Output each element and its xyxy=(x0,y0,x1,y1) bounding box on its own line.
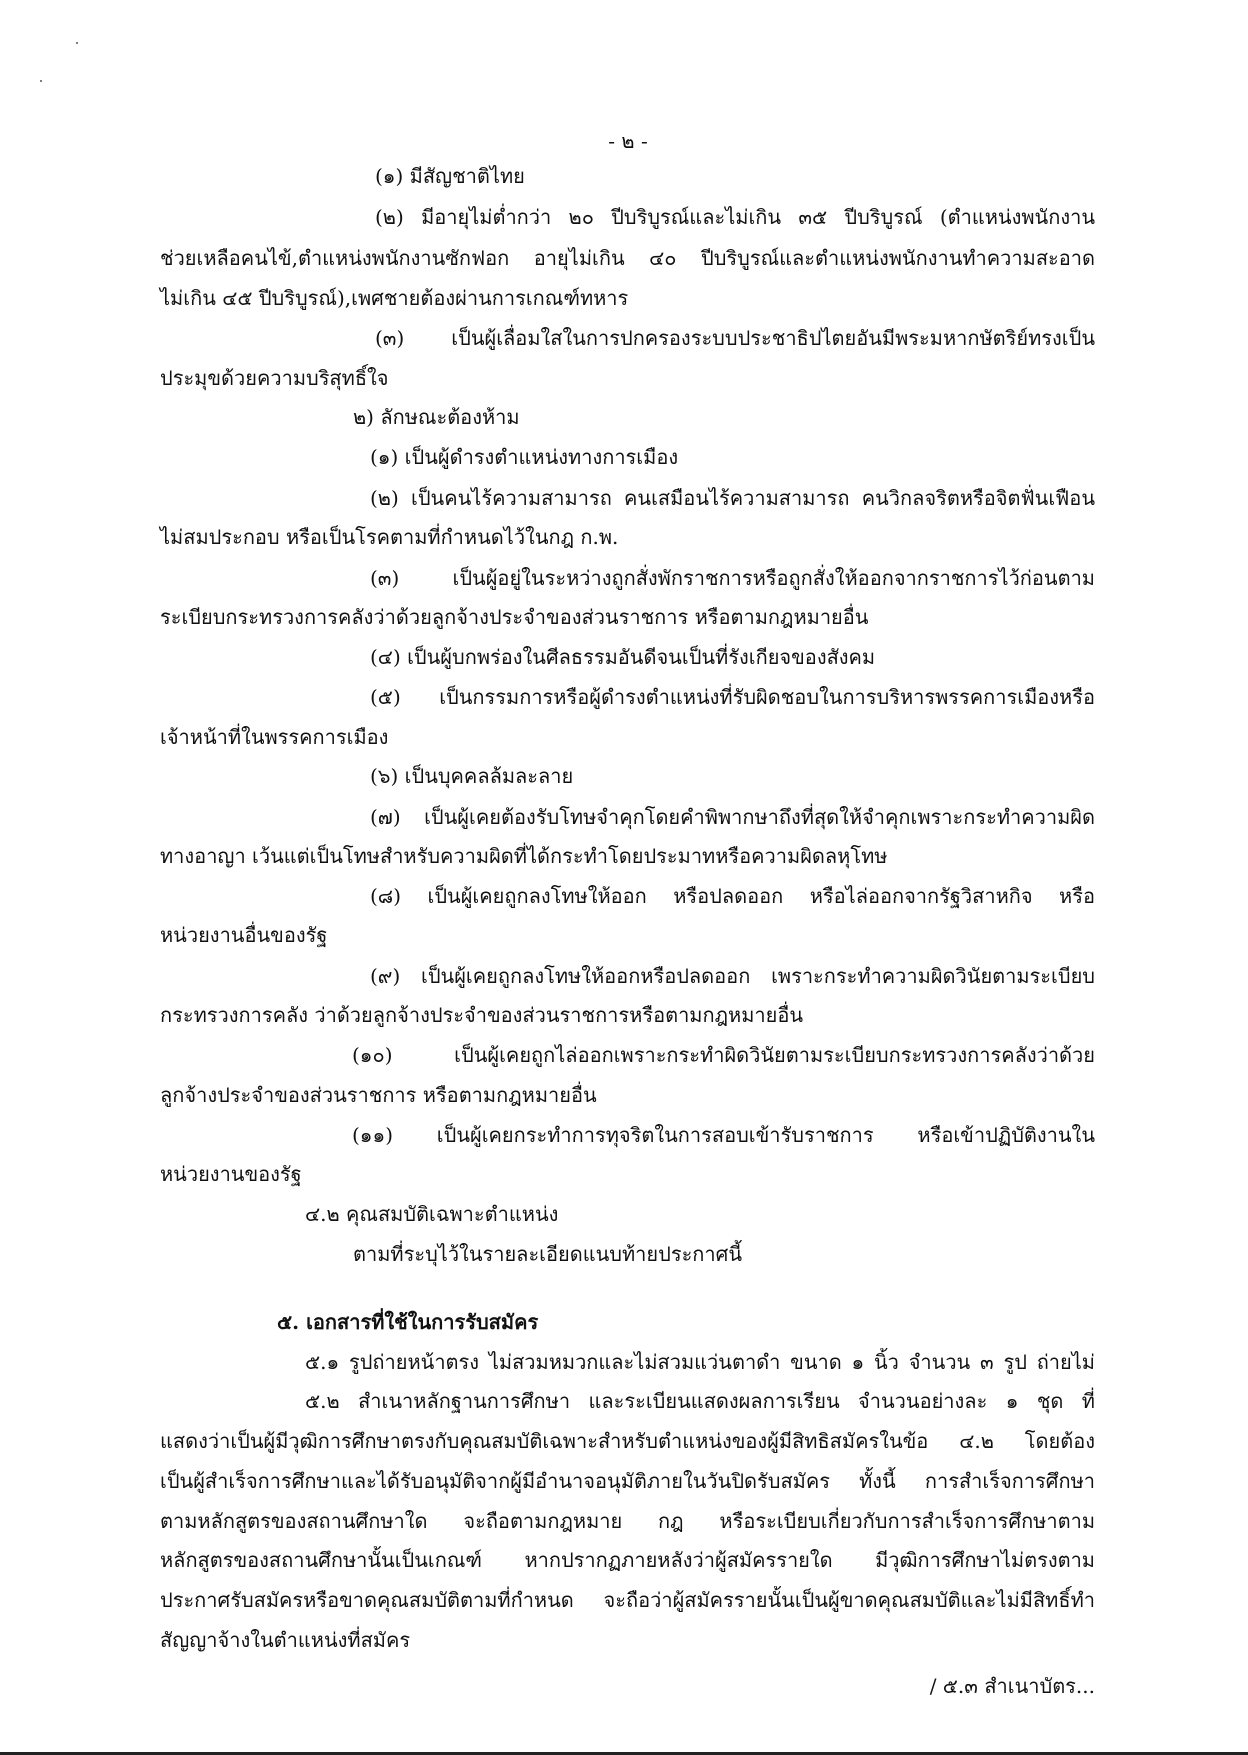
text-line: ตามที่ระบุไว้ในรายละเอียดแนบท้ายประกาศนี้ xyxy=(353,1242,743,1266)
text-line: (๗) เป็นผู้เคยต้องรับโทษจำคุกโดยคำพิพากษาถึงที่สุดให้จำคุกเพราะกระทำความผิด xyxy=(370,805,1095,829)
text-line: ไม่สมประกอบ หรือเป็นโรคตามที่กำหนดไว้ในกฎ ก.พ. xyxy=(160,525,619,549)
text-line: เป็นผู้สำเร็จการศึกษาและได้รับอนุมัติจากผู้มีอำนาจอนุมัติภายในวันปิดรับสมัคร ทั้งนี้ การสำเร็จการศึกษา xyxy=(160,1469,1095,1493)
text-line: หลักสูตรของสถานศึกษานั้นเป็นเกณฑ์ หากปรากฏภายหลังว่าผู้สมัครรายใด มีวุฒิการศึกษาไม่ตรงตาม xyxy=(160,1548,1095,1572)
text-line: (๒) เป็นคนไร้ความสามารถ คนเสมือนไร้ความสามารถ คนวิกลจริตหรือจิตฟั่นเฟือน xyxy=(370,486,1095,510)
text-line: (๕) เป็นกรรมการหรือผู้ดำรงตำแหน่งที่รับผิดชอบในการบริหารพรรคการเมืองหรือ xyxy=(370,685,1095,709)
text-line: ทางอาญา เว้นแต่เป็นโทษสำหรับความผิดที่ได้กระทำโดยประมาทหรือความผิดลหุโทษ xyxy=(160,844,888,868)
subsection-heading: ๔.๒ คุณสมบัติเฉพาะตำแหน่ง xyxy=(305,1202,559,1226)
continuation-note: / ๕.๓ สำเนาบัตร... xyxy=(929,1674,1095,1698)
section-heading: ๒) ลักษณะต้องห้าม xyxy=(353,405,520,429)
text-line: ตามหลักสูตรของสถานศึกษาใด จะถือตามกฎหมาย กฎ หรือระเบียบเกี่ยวกับการสำเร็จการศึกษาตาม xyxy=(160,1509,1095,1533)
text-line: (๔) เป็นผู้บกพร่องในศีลธรรมอันดีจนเป็นที่รังเกียจของสังคม xyxy=(370,645,876,669)
text-line: (๑๑) เป็นผู้เคยกระทำการทุจริตในการสอบเข้ารับราชการ หรือเข้าปฏิบัติงานใน xyxy=(352,1123,1095,1147)
scan-speck xyxy=(40,80,42,82)
text-line: ๕.๒ สำเนาหลักฐานการศึกษา และระเบียนแสดงผลการเรียน จำนวนอย่างละ ๑ ชุด ที่ xyxy=(305,1389,1095,1413)
text-line: (๑) เป็นผู้ดำรงตำแหน่งทางการเมือง xyxy=(370,445,679,469)
section-5-heading: ๕. เอกสารที่ใช้ในการรับสมัคร xyxy=(277,1310,539,1334)
scan-speck xyxy=(76,42,78,44)
text-line: กระทรวงการคลัง ว่าด้วยลูกจ้างประจำของส่วนราชการหรือตามกฎหมายอื่น xyxy=(160,1003,804,1027)
text-line: (๑๐) เป็นผู้เคยถูกไล่ออกเพราะกระทำผิดวินัยตามระเบียบกระทรวงการคลังว่าด้วย xyxy=(352,1043,1095,1067)
text-line: (๘) เป็นผู้เคยถูกลงโทษให้ออก หรือปลดออก หรือไล่ออกจากรัฐวิสาหกิจ หรือ xyxy=(370,884,1095,908)
text-line: (๒) มีอายุไม่ต่ำกว่า ๒๐ ปีบริบูรณ์และไม่เกิน ๓๕ ปีบริบูรณ์ (ตำแหน่งพนักงาน xyxy=(375,205,1095,229)
text-line: ระเบียบกระทรวงการคลังว่าด้วยลูกจ้างประจำของส่วนราชการ หรือตามกฎหมายอื่น xyxy=(160,605,869,629)
text-line: ไม่เกิน ๔๕ ปีบริบูรณ์),เพศชายต้องผ่านการเกณฑ์ทหาร xyxy=(160,286,629,310)
text-line: ๕.๑ รูปถ่ายหน้าตรง ไม่สวมหมวกและไม่สวมแว่นตาดำ ขนาด ๑ นิ้ว จำนวน ๓ รูป ถ่ายไม่ xyxy=(305,1350,1095,1374)
text-line: หน่วยงานของรัฐ xyxy=(160,1162,302,1186)
text-line: สัญญาจ้างในตำแหน่งที่สมัคร xyxy=(160,1628,411,1652)
text-line: ลูกจ้างประจำของส่วนราชการ หรือตามกฎหมายอื่น xyxy=(160,1083,597,1107)
text-line: (๑) มีสัญชาติไทย xyxy=(375,164,525,188)
text-line: (๙) เป็นผู้เคยถูกลงโทษให้ออกหรือปลดออก เพราะกระทำความผิดวินัยตามระเบียบ xyxy=(370,964,1095,988)
text-line: ประมุขด้วยความบริสุทธิ์ใจ xyxy=(160,366,389,390)
text-line: (๓) เป็นผู้เลื่อมใสในการปกครองระบบประชาธิปไตยอันมีพระมหากษัตริย์ทรงเป็น xyxy=(375,326,1095,350)
text-line: หน่วยงานอื่นของรัฐ xyxy=(160,923,328,947)
text-line: แสดงว่าเป็นผู้มีวุฒิการศึกษาตรงกับคุณสมบัติเฉพาะสำหรับตำแหน่งของผู้มีสิทธิสมัครในข้อ ๔.๒ โดยต้อง xyxy=(160,1429,1095,1453)
page-number: - ๒ - xyxy=(608,129,648,153)
text-line: ประกาศรับสมัครหรือขาดคุณสมบัติตามที่กำหนด จะถือว่าผู้สมัครรายนั้นเป็นผู้ขาดคุณสมบัติและไม่มีสิทธิ์ทำ xyxy=(160,1588,1095,1612)
text-line: (๓) เป็นผู้อยู่ในระหว่างถูกสั่งพักราชการหรือถูกสั่งให้ออกจากราชการไว้ก่อนตาม xyxy=(370,566,1095,590)
text-line: ช่วยเหลือคนไข้,ตำแหน่งพนักงานซักฟอก อายุไม่เกิน ๔๐ ปีบริบูรณ์และตำแหน่งพนักงานทำความสะอาด xyxy=(160,246,1095,270)
text-line: (๖) เป็นบุคคลล้มละลาย xyxy=(370,764,574,788)
text-line: เจ้าหน้าที่ในพรรคการเมือง xyxy=(160,725,389,749)
